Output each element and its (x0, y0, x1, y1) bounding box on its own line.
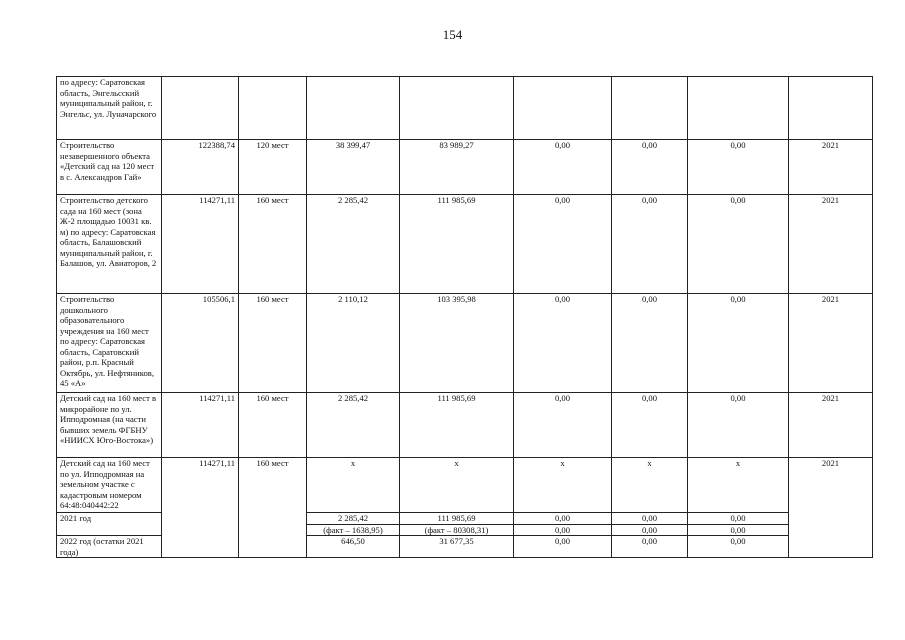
fact-value-cell: (факт – 1638,95) (307, 524, 400, 536)
value-cell: 31 677,35 (400, 536, 514, 558)
value-cell (688, 77, 789, 140)
year-cell (789, 77, 873, 140)
value-cell (612, 77, 688, 140)
table-row (57, 77, 873, 140)
value-cell: 0,00 (688, 195, 789, 294)
value-cell: 0,00 (688, 140, 789, 195)
value-cell: х (688, 458, 789, 513)
capacity-cell: 160 мест (239, 393, 307, 458)
value-cell: 0,00 (612, 294, 688, 393)
object-name-cell: Строительство незавершенного объекта «Детский сад на 120 мест в с. Александров Гай» (57, 140, 162, 195)
cost-cell: 114271,11 (162, 393, 239, 458)
value-cell: 0,00 (612, 195, 688, 294)
value-cell: 2 285,42 (307, 195, 400, 294)
value-cell: х (514, 458, 612, 513)
value-cell: 111 985,69 (400, 195, 514, 294)
value-cell: 0,00 (612, 393, 688, 458)
value-cell: 0,00 (514, 524, 612, 536)
table-row (57, 393, 873, 458)
year-cell: 2021 (789, 140, 873, 195)
value-cell: 0,00 (514, 195, 612, 294)
value-cell: 2 285,42 (307, 513, 400, 525)
value-cell: 0,00 (514, 140, 612, 195)
summary-label-2022: 2022 год (остатки 2021 года) (57, 536, 162, 558)
table-row (57, 140, 873, 195)
year-cell: 2021 (789, 458, 873, 558)
value-cell: 0,00 (612, 140, 688, 195)
year-cell: 2021 (789, 393, 873, 458)
value-cell: 0,00 (688, 393, 789, 458)
year-cell: 2021 (789, 294, 873, 393)
fact-value-cell: (факт – 80308,31) (400, 524, 514, 536)
capacity-cell: 160 мест (239, 458, 307, 558)
summary-label-2021: 2021 год (57, 513, 162, 536)
value-cell: 0,00 (688, 536, 789, 558)
value-cell (514, 77, 612, 140)
table-row (57, 294, 873, 393)
value-cell: х (400, 458, 514, 513)
cost-cell: 105506,1 (162, 294, 239, 393)
value-cell: 38 399,47 (307, 140, 400, 195)
value-cell: 111 985,69 (400, 393, 514, 458)
object-name-cell: Строительство дошкольного образовательного учреждения на 160 мест по адресу: Саратовская область, Саратовский район, р.п. Красный Октябрь, ул. Нефтяников, 45 «А» (57, 294, 162, 393)
page-number: 154 (442, 27, 463, 42)
value-cell: 0,00 (612, 536, 688, 558)
value-cell (400, 77, 514, 140)
capacity-cell: 120 мест (239, 140, 307, 195)
value-cell: 0,00 (612, 513, 688, 525)
capacity-cell: 160 мест (239, 294, 307, 393)
value-cell: 0,00 (514, 513, 612, 525)
value-cell (307, 77, 400, 140)
object-name-cell: Детский сад на 160 мест в микрорайоне по ул. Ипподромная (на части бывших земель ФГБНУ «НИИСХ Юго-Востока») (57, 393, 162, 458)
value-cell: 0,00 (514, 294, 612, 393)
object-name-cell: Строительство детского сада на 160 мест (зона Ж-2 площадью 10031 кв. м) по адресу: Саратовская область, Балашовский муниципальный район, г. Балашов, ул. Авиаторов, 2 (57, 195, 162, 294)
capacity-cell (239, 77, 307, 140)
value-cell: 83 989,27 (400, 140, 514, 195)
value-cell: 111 985,69 (400, 513, 514, 525)
object-name-cell: Детский сад на 160 мест по ул. Ипподромная на земельном участке с кадастровым номером 64:48:040442:22 (57, 458, 162, 513)
value-cell: 0,00 (612, 524, 688, 536)
value-cell: х (612, 458, 688, 513)
value-cell: 2 110,12 (307, 294, 400, 393)
table-row (57, 458, 873, 513)
object-name-cell: по адресу: Саратовская область, Энгельсский муниципальный район, г. Энгельс, ул. Луначарского (57, 77, 162, 140)
value-cell: 0,00 (514, 393, 612, 458)
value-cell: 0,00 (514, 536, 612, 558)
year-cell: 2021 (789, 195, 873, 294)
table-row (57, 195, 873, 294)
value-cell: 646,50 (307, 536, 400, 558)
cost-cell: 114271,11 (162, 458, 239, 558)
cost-cell (162, 77, 239, 140)
value-cell: 0,00 (688, 513, 789, 525)
value-cell: 2 285,42 (307, 393, 400, 458)
capacity-cell: 160 мест (239, 195, 307, 294)
value-cell: 0,00 (688, 524, 789, 536)
value-cell: х (307, 458, 400, 513)
cost-cell: 114271,11 (162, 195, 239, 294)
value-cell: 0,00 (688, 294, 789, 393)
value-cell: 103 395,98 (400, 294, 514, 393)
cost-cell: 122388,74 (162, 140, 239, 195)
budget-table (56, 76, 873, 558)
